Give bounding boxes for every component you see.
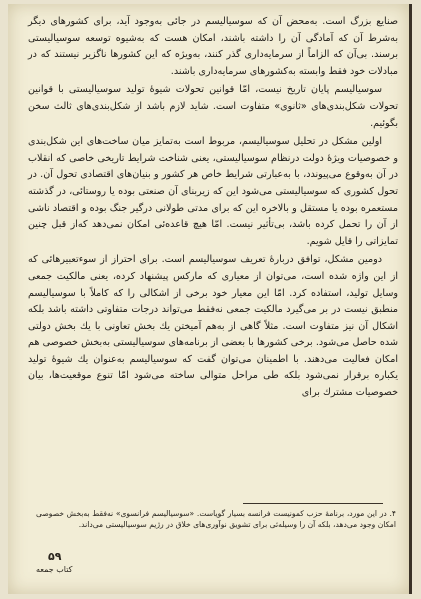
paragraph-3: اولین مشکل در تحلیل سوسیالیسم، مربوط است به‌تمایز میان ساخت‌های این شکل‌بندی و خصوصیات ویژهٔ دولت درنظام سوسیالیستی، یعنی شناخت شرایط تاریخی خاصی که انقلاب در آن به‌وقوع می‌پیوندد، با به‌عبارتی شرایط خاص هر کشور و بنیان‌های اقتصادی تحول آن. در تحول کشوری که سوسیالیستی می‌شود این که زیربنای آن صنعتی بوده یا روستائی، در گذشته مستعمره بوده یا مستقل و بالاخره این که برای مدتی طولانی درگیر جنگ بوده و اقتصاد ناشی از آن را تحمل کرده باشد، بی‌تأثیر نیست. امّا هیچ قاعده‌ئی امکان نمی‌دهد که‌از قبل چنین تمایزاتی را قایل شویم.: [28, 136, 398, 247]
book-name: کتاب جمعه: [36, 565, 73, 574]
page-number: ۵۹: [48, 550, 62, 563]
body-text: [28, 14, 398, 402]
paragraph-4: دومین مشکل، توافق دربارهٔ تعریف سوسیالیسم است. برای احتراز از سوءتعبیرهائی که از این واژه شده است، می‌توان از معیاری که مارکس پیشنهاد کرده، یعنی مالکیت جمعی وسایل تولید، استفاده کرد. امّا این معیار خود برخی از اشکالی را که کاملاً با سوسیالیسم منطبق نیست در بر می‌گیرد مالکیت جمعی نه‌فقط می‌تواند درجات متفاوتی داشته باشد بلکه اشکال آن نیز متفاوت است. مثلاً گاهی از به‌هم آمیختن یك بخش تعاونی با یك بخش دولتی شده حاصل می‌شود. برخی کشورها با بعضی از برنامه‌های سوسیالیستی به‌بخش خصوصی هم امکان فعالیت می‌دهند. با اطمینان می‌توان گفت که سوسیالیسم به‌عنوان یك شیوهٔ تولید یکباره برقرار نمی‌شود بلکه طی مراحل متوالی ساخته می‌شود امّا تنوع موقعیت‌ها، بیان خصوصیات مشترك برای: [28, 254, 398, 399]
footnote: ۴. در این مورد، برنامهٔ حزب کمونیست فرانسه بسیار گویاست. «سوسیالیسم فرانسوی» نه‌فقط به‌بخش خصوصی امکان وجود می‌دهد، بلکه آن را وسیله‌ئی برای تشویق نوآوری‌های خلاق در رژیم سوسیالیستی می‌داند.: [36, 509, 396, 530]
paragraph-1: صنایع بزرگ است. به‌محض آن که سوسیالیسم در جائی به‌وجود آید، برای کشورهای دیگر به‌شرط آن که آمادگی آن را داشته باشند، امکان هست که به‌شیوه توسعه سوسیالیستی برسند. بی‌آن که الزاماً از سرمایه‌داری گذر کنند، به‌ویژه که این کشورها ناگزیر نیستند که در مبادلات خود فقط وابسته به‌کشورهای سرمایه‌داری باشند.: [28, 16, 398, 77]
paragraph-2: سوسیالیسم پایان تاریخ نیست، امّا قوانین تحولات شیوهٔ تولید سوسیالیستی با قوانین تحولات شکل‌بندی‌های «ثانوی» متفاوت است. شاید لازم باشد از شکل‌بندی‌های ثالث سخن بگوئیم.: [28, 84, 398, 129]
footnote-divider: [243, 503, 383, 504]
book-page: [8, 4, 412, 594]
